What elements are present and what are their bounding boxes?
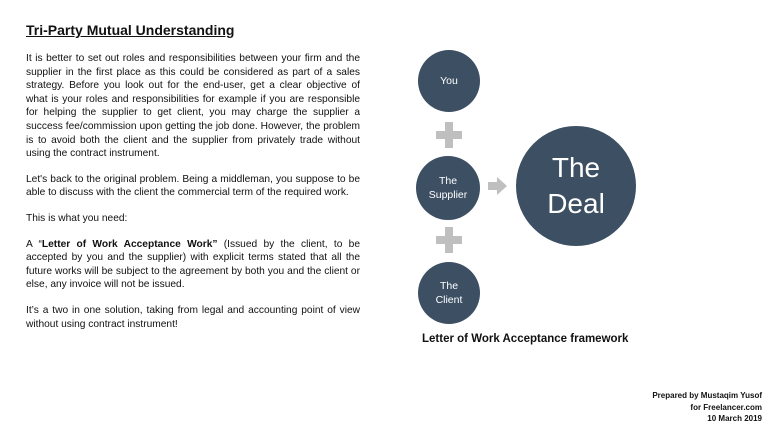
plus-icon bbox=[436, 227, 462, 253]
node-supplier bbox=[416, 156, 480, 220]
credit-date: 10 March 2019 bbox=[707, 414, 762, 423]
body-text bbox=[26, 52, 360, 343]
node-supplier-label-2: Supplier bbox=[428, 189, 468, 201]
node-deal-label-2: Deal bbox=[547, 188, 605, 219]
credit-site: for Freelancer.com bbox=[690, 402, 762, 412]
page-title: Tri-Party Mutual Understanding bbox=[26, 22, 235, 38]
letter-prefix: A “ bbox=[26, 238, 42, 250]
node-you-label: You bbox=[440, 75, 458, 87]
credit-author: Prepared by Mustaqim Yusof bbox=[652, 391, 762, 400]
node-deal bbox=[516, 126, 636, 246]
credit-block bbox=[652, 390, 762, 425]
letter-name: Letter of Work Acceptance Work” bbox=[41, 238, 218, 250]
node-client bbox=[418, 262, 480, 324]
node-supplier-label-1: The bbox=[438, 175, 458, 187]
paragraph-middleman: Let's back to the original problem. Being a middleman, you suppose to be able to discuss with the client the commercial term of the required work. bbox=[26, 173, 360, 199]
paragraph-solution: It’s a two in one solution, taking from legal and accounting point of view without using contract instrument! bbox=[26, 304, 360, 330]
node-client-label-1: The bbox=[439, 280, 459, 292]
paragraph-need: This is what you need: bbox=[26, 212, 128, 224]
node-client-label-2: Client bbox=[435, 294, 463, 306]
arrow-right-icon bbox=[488, 176, 508, 196]
paragraph-roles: It is better to set out roles and responsibilities between your firm and the supplier in the first place as this could be considered as part of a sales strategy. Before you look out for the end-user, get a clear objective of what is your roles and responsibilities for example if you are responsible for helping the supplier to get client, you may charge the supplier a success fee/commission upon getting the job done. However, the problem is to avoid both the client and the supplier from privately trade without using the contract instrument. bbox=[26, 53, 360, 160]
node-deal-label-1: The bbox=[551, 152, 601, 183]
letter-description: (Issued by the client, to be accepted by you and the supplier) with explicit terms stated that all the future works will be subject to the agreement by both you and the client or else, any invoice will not be issued. bbox=[26, 238, 360, 291]
diagram-caption: Letter of Work Acceptance framework bbox=[422, 333, 629, 345]
plus-icon bbox=[436, 122, 462, 148]
paragraph-letter bbox=[26, 238, 360, 292]
node-you bbox=[418, 50, 480, 112]
